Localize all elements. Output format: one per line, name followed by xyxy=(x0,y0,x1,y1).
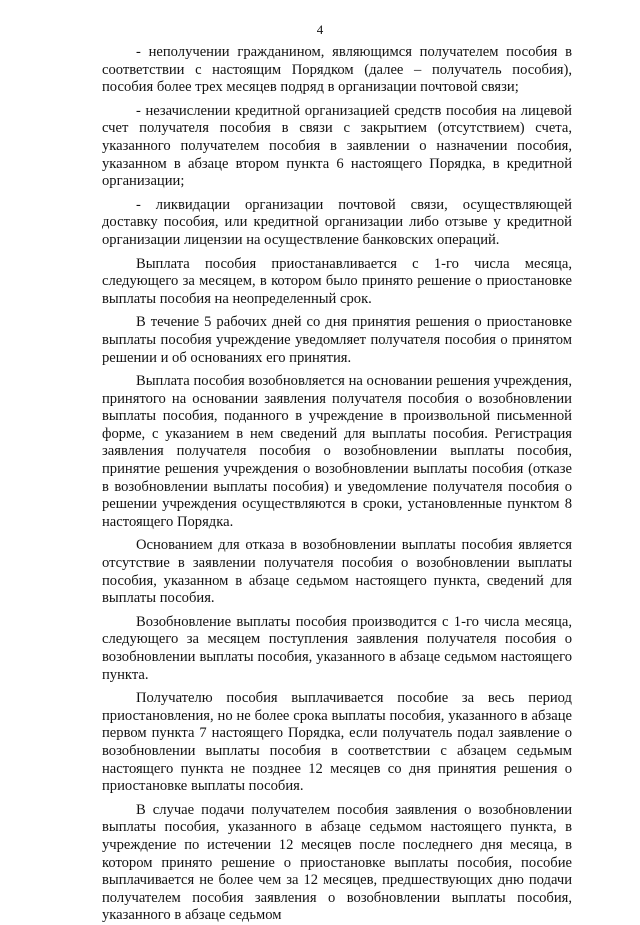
paragraph: - незачислении кредитной организацией средств пособия на лицевой счет получателя пособия в связи с закрытием (отсутствием) счета, указанного получателем пособия в заявлении о назначении пособия, указанном в абзаце втором пункта 6 настоящего Порядка, в кредитной организации; xyxy=(102,102,572,190)
document-body xyxy=(102,44,572,925)
paragraph: - ликвидации организации почтовой связи, осуществляющей доставку пособия, или кредитной организации либо отзыве у кредитной организации лицензии на осуществление банковских операций. xyxy=(102,196,572,248)
page-number: 4 xyxy=(316,22,324,37)
paragraph: Основанием для отказа в возобновлении выплаты пособия является отсутствие в заявлении получателя пособия о возобновлении выплаты пособия, указанном в абзаце седьмом настоящего пункта, сведений для выплаты пособия. xyxy=(102,537,572,607)
paragraph: Получателю пособия выплачивается пособие за весь период приостановления, но не более срока выплаты пособия, указанного в абзаце первом пункта 7 настоящего Порядка, если получатель подал заявление о возобновлении выплаты пособия в соответствии с абзацем седьмым настоящего пункта не позднее 12 месяцев со дня принятия решения о приостановке выплаты пособия. xyxy=(102,690,572,795)
paragraph: Выплата пособия возобновляется на основании решения учреждения, принятого на основании заявления получателя пособия о возобновлении выплаты пособия, поданного в учреждение в произвольной письменной форме, с указанием в нем сведений для выплаты пособия. Регистрация заявления получателя пособия о возобновлении выплаты пособия, принятие решения учреждения о возобновлении выплаты пособия (отказе в возобновлении выплаты пособия) и уведомление получателя пособия о решении учреждения осуществляются в сроки, установленные пунктом 8 настоящего Порядка. xyxy=(102,373,572,530)
paragraph: В случае подачи получателем пособия заявления о возобновлении выплаты пособия, указанного в абзаце седьмом настоящего пункта, в учреждение по истечении 12 месяцев после последнего дня месяца, в котором принято решение о приостановке выплаты пособия, пособие выплачивается не более чем за 12 месяцев, предшествующих дню подачи получателем пособия заявления о возобновлении выплаты пособия, указанного в абзаце седьмом xyxy=(102,801,572,924)
paragraph: Выплата пособия приостанавливается с 1-го числа месяца, следующего за месяцем, в котором было принято решение о приостановке выплаты пособия на неопределенный срок. xyxy=(102,255,572,307)
paragraph: Возобновление выплаты пособия производится с 1-го числа месяца, следующего за месяцем поступления заявления получателя пособия о возобновлении выплаты пособия, указанного в абзаце седьмом настоящего пункта. xyxy=(102,613,572,683)
paragraph: В течение 5 рабочих дней со дня принятия решения о приостановке выплаты пособия учреждение уведомляет получателя пособия о принятом решении и об основаниях его принятия. xyxy=(102,314,572,366)
paragraph: - неполучении гражданином, являющимся получателем пособия в соответствии с настоящим Порядком (далее – получатель пособия), пособия более трех месяцев подряд в организации почтовой связи; xyxy=(102,44,572,96)
